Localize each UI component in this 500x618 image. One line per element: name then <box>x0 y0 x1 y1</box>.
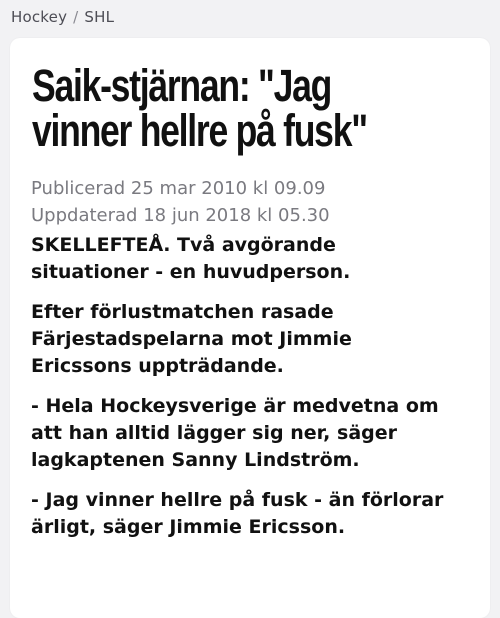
article-paragraph <box>31 232 483 286</box>
breadcrumb-separator: / <box>73 8 79 26</box>
article-headline <box>32 60 474 156</box>
headline-line-2: vinner hellre på fusk" <box>32 105 367 156</box>
paragraph-line: Efter förlustmatchen rasade <box>31 301 334 323</box>
published-date: Publicerad 25 mar 2010 kl 09.09 <box>31 178 326 199</box>
article-meta <box>31 175 330 229</box>
breadcrumb <box>11 8 114 26</box>
paragraph-line: Ericssons uppträdande. <box>31 355 284 377</box>
paragraph-line: att han alltid lägger sig ner, säger <box>31 422 398 444</box>
article-paragraph <box>31 393 483 474</box>
paragraph-line: - Jag vinner hellre på fusk - än förlorar <box>31 489 444 511</box>
article-paragraph <box>31 487 483 541</box>
paragraph-line: SKELLEFTEÅ. Två avgörande <box>31 234 336 256</box>
paragraph-line: lagkaptenen Sanny Lindström. <box>31 449 360 471</box>
breadcrumb-link-hockey[interactable]: Hockey <box>11 8 68 26</box>
breadcrumb-link-shl[interactable]: SHL <box>84 8 115 26</box>
paragraph-line: Färjestadspelarna mot Jimmie <box>31 328 352 350</box>
article-body <box>31 232 483 554</box>
paragraph-line: - Hela Hockeysverige är medvetna om <box>31 395 439 417</box>
article-card <box>10 38 490 618</box>
article-paragraph <box>31 299 483 380</box>
headline-line-1: Saik-stjärnan: "Jag <box>32 60 332 111</box>
paragraph-line: situationer - en huvudperson. <box>31 261 351 283</box>
paragraph-line: ärligt, säger Jimmie Ericsson. <box>31 516 346 538</box>
updated-date: Uppdaterad 18 jun 2018 kl 05.30 <box>31 205 330 226</box>
